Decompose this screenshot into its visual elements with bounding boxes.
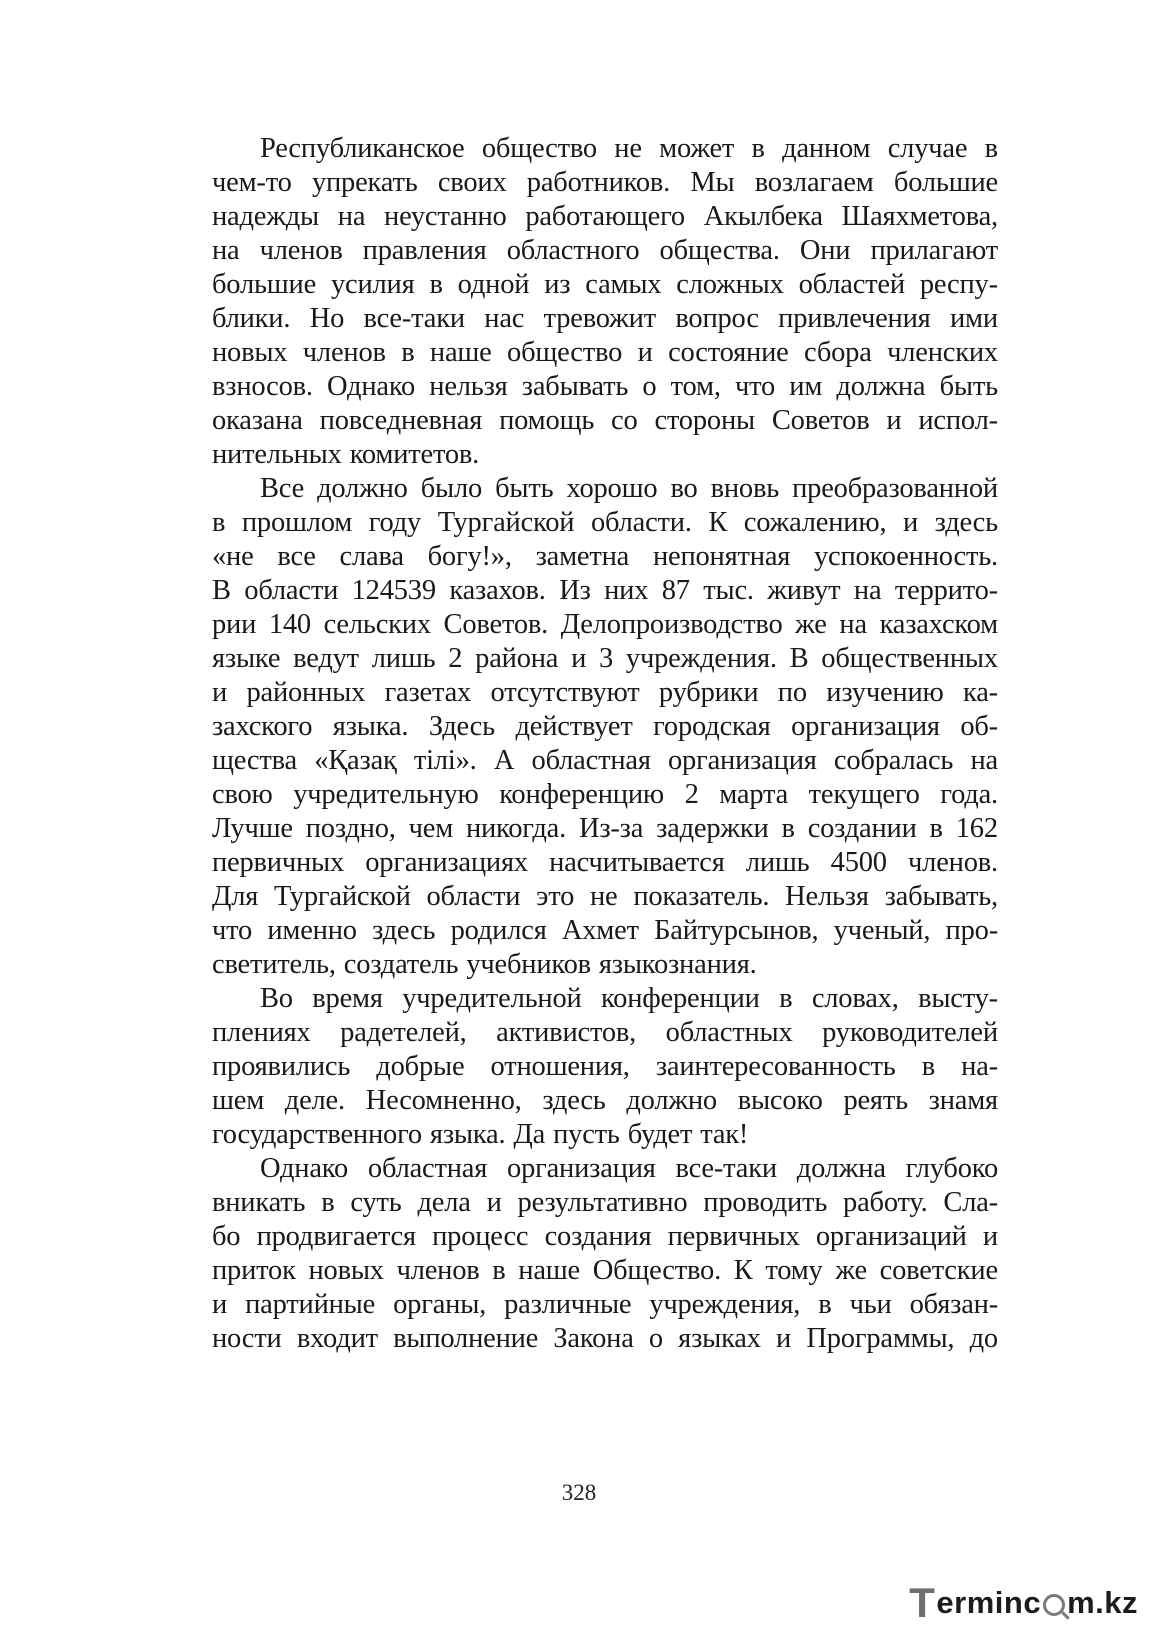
text-line: Для Тургайской области это не показатель. Нельзя забывать, xyxy=(212,881,998,912)
text-line: Однако областная организация все-таки должна глубоко xyxy=(260,1153,998,1184)
text-line: Во время учредительной конференции в словах, высту- xyxy=(260,983,998,1014)
text-line: блики. Но все-таки нас тревожит вопрос привлечения ими xyxy=(212,303,998,334)
text-line: и партийные органы, различные учреждения, в чьи обязан- xyxy=(212,1289,998,1320)
text-line: новых членов в наше общество и состояние сбора членских xyxy=(212,337,998,368)
text-line: проявились добрые отношения, заинтересованность в на- xyxy=(212,1051,998,1082)
text-line: государственного языка. Да пусть будет так! xyxy=(212,1119,749,1150)
watermark-text-middle: ermin xyxy=(936,1585,1024,1620)
watermark-text-end: m.kz xyxy=(1067,1585,1138,1620)
paragraph xyxy=(212,132,998,472)
text-line: в прошлом году Тургайской области. К сожалению, и здесь xyxy=(212,507,998,538)
text-line: плениях радетелей, активистов, областных руководителей xyxy=(212,1017,998,1048)
watermark-t-glyph: T xyxy=(909,1579,936,1626)
search-icon xyxy=(1043,1594,1065,1616)
text-line: вникать в суть дела и результативно проводить работу. Сла- xyxy=(212,1187,998,1218)
text-line: языке ведут лишь 2 района и 3 учреждения. В общественных xyxy=(212,643,998,674)
text-line: взносов. Однако нельзя забывать о том, что им должна быть xyxy=(212,371,998,402)
text-line: нительных комитетов. xyxy=(212,439,480,470)
text-line: «не все слава богу!», заметна непонятная успокоенность. xyxy=(212,541,998,572)
paragraph xyxy=(212,1152,998,1356)
text-line: В области 124539 казахов. Из них 87 тыс. живут на террито- xyxy=(212,575,998,606)
text-line: на членов правления областного общества. Они прилагают xyxy=(212,235,998,266)
text-line: и районных газетах отсутствуют рубрики по изучению ка- xyxy=(212,677,998,708)
text-line: первичных организациях насчитывается лишь 4500 членов. xyxy=(212,847,998,878)
text-line: захского языка. Здесь действует городская организация об- xyxy=(212,711,998,742)
text-line: Все должно было быть хорошо во вновь преобразованной xyxy=(260,473,998,504)
text-line: свою учредительную конференцию 2 марта текущего года. xyxy=(212,779,998,810)
text-line: чем-то упрекать своих работников. Мы возлагаем большие xyxy=(212,167,998,198)
text-line: что именно здесь родился Ахмет Байтурсынов, ученый, про- xyxy=(212,915,998,946)
terminco-watermark[interactable] xyxy=(909,1579,1138,1626)
paragraph xyxy=(212,982,998,1152)
text-line: Лучше поздно, чем никогда. Из-за задержки в создании в 162 xyxy=(212,813,998,844)
page-number: 328 xyxy=(561,1480,597,1505)
page-body xyxy=(212,132,998,1356)
text-line: рии 140 сельских Советов. Делопроизводство же на казахском xyxy=(212,609,998,640)
text-line: приток новых членов в наше Общество. К тому же советские xyxy=(212,1255,998,1286)
paragraph xyxy=(212,472,998,982)
text-line: бо продвигается процесс создания первичных организаций и xyxy=(212,1221,998,1252)
text-line: Республиканское общество не может в данном случае в xyxy=(260,133,998,164)
text-line: большие усилия в одной из самых сложных областей респу- xyxy=(212,269,998,300)
text-line: шем деле. Несомненно, здесь должно высоко реять знамя xyxy=(212,1085,998,1116)
text-line: ности входит выполнение Закона о языках и Программы, до xyxy=(212,1323,998,1354)
text-line: оказана повседневная помощь со стороны Советов и испол- xyxy=(212,405,998,436)
text-line: надежды на неустанно работающего Акылбека Шаяхметова, xyxy=(212,201,998,232)
watermark-c-glyph: c xyxy=(1023,1585,1042,1620)
text-line: щества «Қазақ тілі». А областная организация собралась на xyxy=(212,745,998,776)
text-line: светитель, создатель учебников языкознания. xyxy=(212,949,757,980)
